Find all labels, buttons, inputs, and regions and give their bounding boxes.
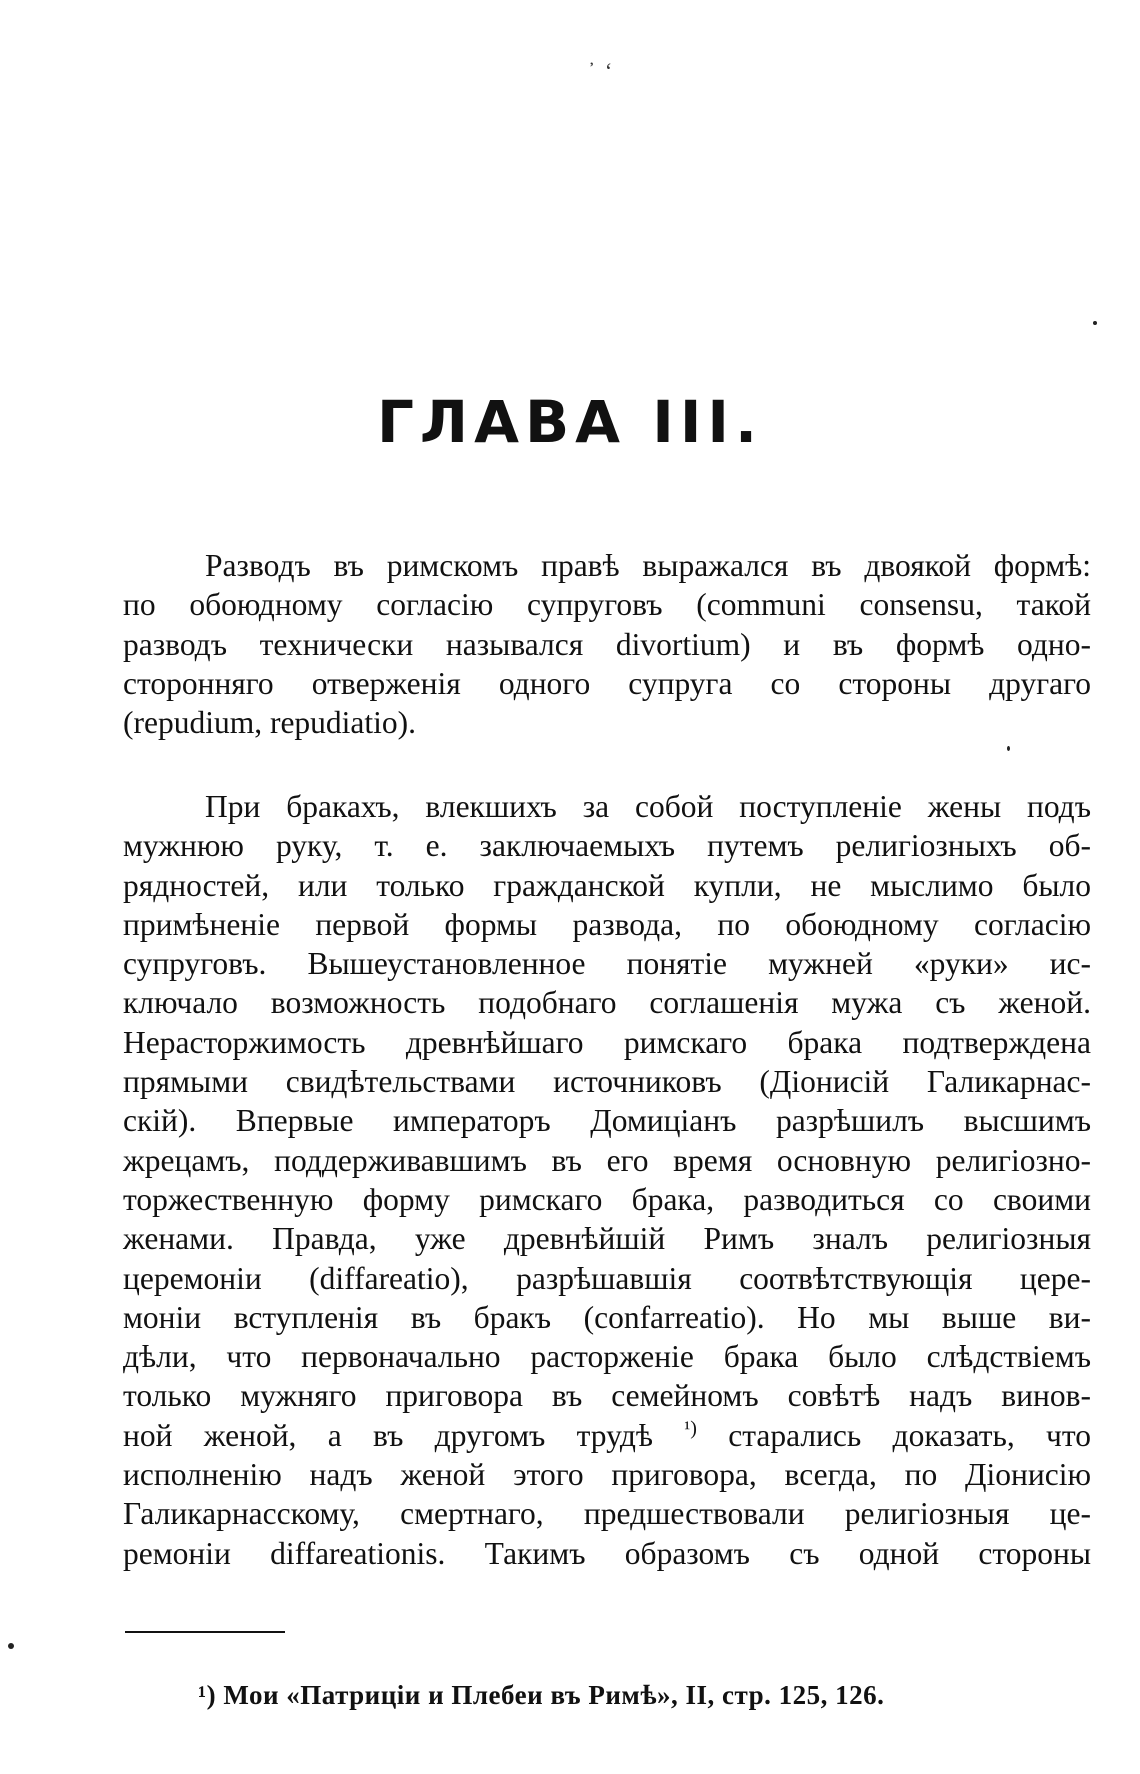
chapter-title: ГЛАВА III. [376,388,764,456]
text-line: ремонiи diffareationis. Такимъ образомъ съ одной стороны [123,1535,1091,1571]
text-line: исполненiю надъ женой этого приговора, всегда, по Дiонисiю [123,1457,1091,1493]
text-line: дѣли, что первоначально расторженiе брака было слѣдствiемъ [123,1339,1091,1375]
text-line: по обоюдному согласiю супруговъ (communi consensu, такой [123,587,1091,623]
page-top-mark: ᾿ ‘ [588,58,615,83]
text-line: торжественную форму римскаго брака, разводиться со своими [123,1181,1091,1217]
footnote-reference: ¹) [684,1417,697,1440]
text-line: прямыми свидѣтельствами источниковъ (Дiонисiй Галикарнас- [123,1064,1091,1100]
text-line: рядностей, или только гражданской купли, не мыслимо было [123,867,1091,903]
text-line: супруговъ. Вышеустановленное понятiе мужней «руки» ис- [123,946,1091,982]
speck-mark [1007,746,1010,751]
text-line: скiй). Впервые императоръ Домицiанъ разрѣшилъ высшимъ [123,1103,1091,1139]
text-line: Разводъ въ римскомъ правѣ выражался въ двоякой формѣ: [205,548,1091,583]
text-line: Нерасторжимость древнѣйшаго римскаго брака подтверждена [123,1024,1091,1060]
text-line: только мужняго приговора въ семейномъ совѣтѣ надъ винов- [123,1378,1091,1414]
text-line-with-footnote [123,1416,1091,1455]
text-line: мужнюю руку, т. е. заключаемыхъ путемъ религiозныхъ об- [123,828,1091,864]
speck-mark [1093,321,1097,325]
text-line: При бракахъ, влекшихъ за собой поступленiе жены подъ [205,789,1091,824]
text-line: церемонiи (diffareatio), разрѣшавшiя соотвѣтствующiя цере- [123,1260,1091,1296]
text-line: сторонняго отверженiя одного супруга со стороны другаго [123,665,1091,701]
text-line: (repudium, repudiatio). [123,705,417,741]
speck-mark [8,1643,14,1649]
paragraph-1 [123,546,1091,742]
text-line: женами. Правда, уже древнѣйшiй Римъ зналъ религiозныя [123,1221,1091,1257]
text-line-tail: старались доказать, что [728,1417,1091,1453]
text-line: Галикарнасскому, смертнаго, предшествовали религiозныя це- [123,1496,1091,1532]
footnote: ¹) Мои «Патрицiи и Плебеи въ Римѣ», II, стр. 125, 126. [198,1680,885,1710]
text-line: жрецамъ, поддерживавшимъ въ его время основную религiозно- [123,1142,1091,1178]
text-line-head: ной женой, а въ другомъ трудѣ [123,1417,653,1453]
text-line: примѣненiе первой формы развода, по обоюдному согласiю [123,906,1091,942]
text-line: монiи вступленiя въ бракъ (confarreatio). Но мы выше ви- [123,1299,1091,1335]
text-line: ключало возможность подобнаго соглашенiя мужа съ женой. [123,985,1091,1021]
paragraph-2 [123,787,1091,1573]
text-line: разводъ технически назывался divortium) и въ формѣ одно- [123,626,1091,662]
footnote-divider [125,1631,285,1633]
